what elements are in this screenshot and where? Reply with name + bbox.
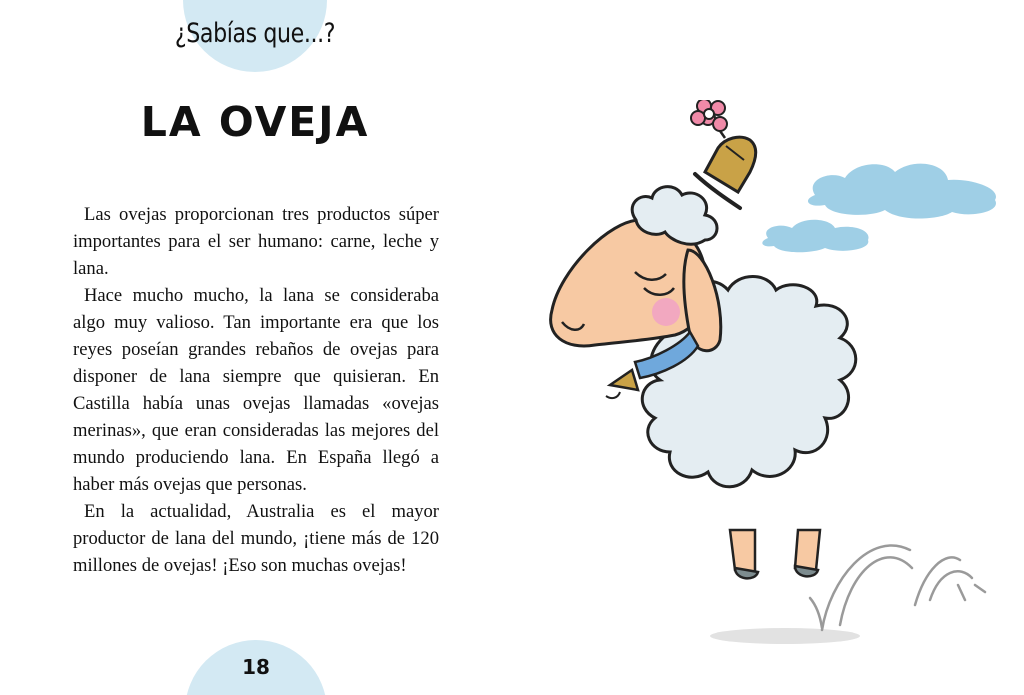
bell-icon [606,370,638,398]
article-body [73,201,439,579]
sheep-head [551,187,721,351]
paragraph: En la actualidad, Australia es el mayor productor de lana del mundo, ¡tiene más de 120 millones de ovejas! ¡Eso son muchas ovejas! [73,501,439,576]
page-title: LA OVEJA [140,98,370,146]
sheep-legs [730,530,820,578]
paragraph: Las ovejas proporcionan tres productos súper importantes para el ser humano: carne, leche y lana. [73,204,439,279]
paragraph: Hace mucho mucho, la lana se consideraba algo muy valioso. Tan importante era que los reyes poseían grandes rebaños de ovejas para disponer de lana siempre que quisieran. En Castilla había unas ovejas llamadas «ovejas merinas», que eran consideradas las mejores del mundo produciendo lana. En España llegó a haber más ovejas que personas. [73,285,439,495]
page-number: 18 [242,655,270,679]
grass-icon [810,545,985,630]
flower-icon [691,100,727,138]
hat-icon [695,137,756,208]
cloud-icon [808,164,996,219]
cloud-icon [762,220,868,253]
section-label: ¿Sabías que...? [174,18,336,49]
ground-shadow [710,628,860,644]
sheep-illustration [540,100,1020,660]
